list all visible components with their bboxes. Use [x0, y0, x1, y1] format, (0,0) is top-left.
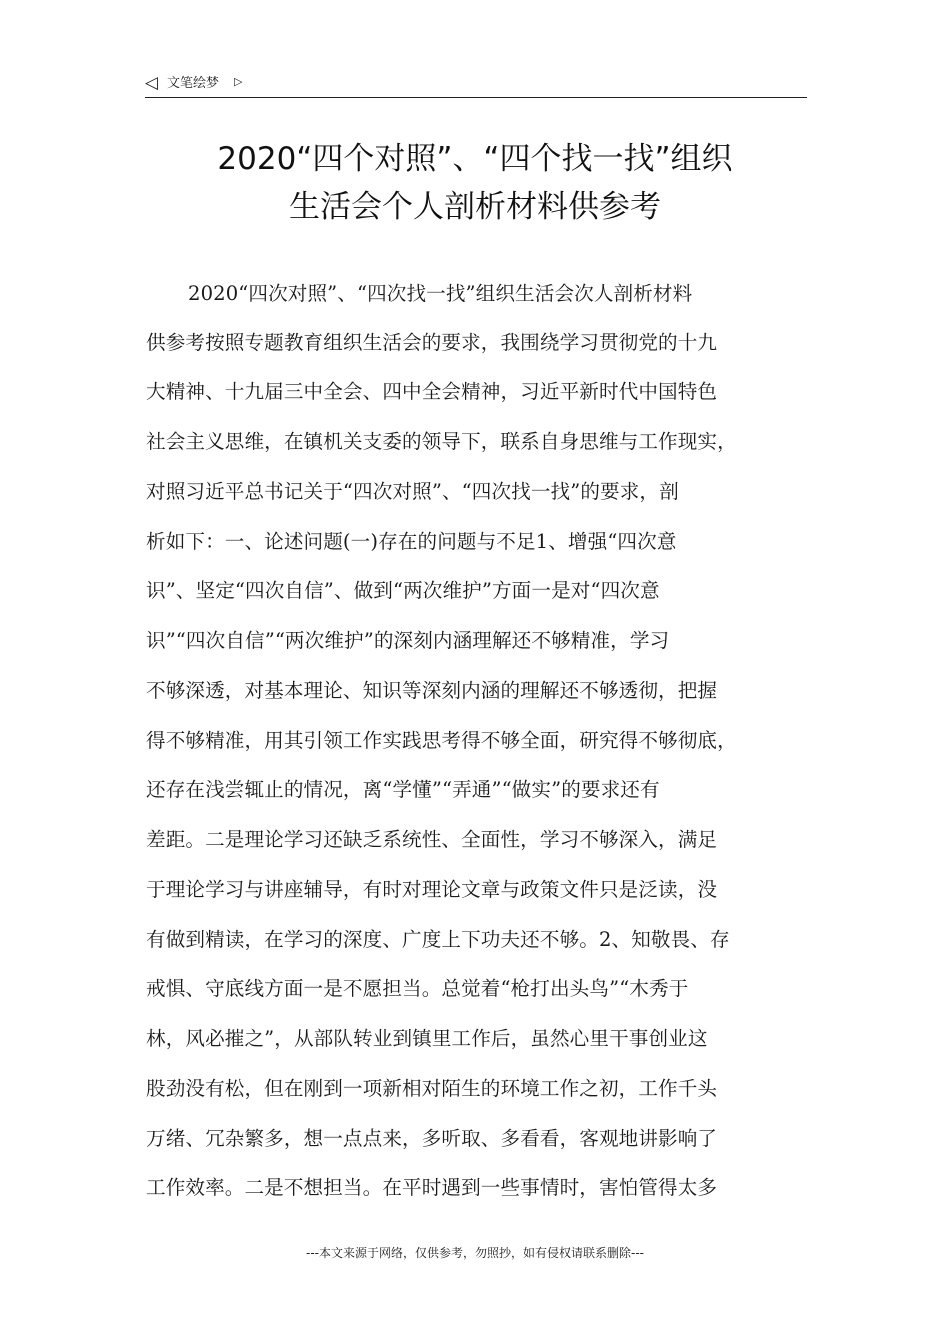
header-brand: 文笔绘梦 — [167, 76, 220, 91]
body-line: 大精神、十九届三中全会、四中全会精神，习近平新时代中国特色 — [146, 380, 718, 403]
body-line: 工作效率。二是不想担当。在平时遇到一些事情时，害怕管得太多 — [146, 1176, 718, 1199]
body-line: 供参考按照专题教育组织生活会的要求，我围绕学习贯彻党的十九 — [146, 331, 718, 354]
triangle-right-icon: ▷ — [234, 75, 243, 88]
body-line: 对照习近平总书记关于“四次对照”、“四次找一找”的要求，剖 — [146, 480, 679, 503]
footer-notice: ---本文来源于网络，仅供参考，勿照抄，如有侵权请联系删除--- — [306, 1246, 644, 1260]
body-line: 万绪、冗杂繁多，想一点点来，多听取、多看看，客观地讲影响了 — [146, 1127, 718, 1150]
body-line: 社会主义思维，在镇机关支委的领导下，联系自身思维与工作现实， — [146, 430, 737, 453]
document-title — [120, 135, 830, 231]
header-divider — [145, 97, 807, 98]
body-line: 还存在浅尝辄止的情况，离“学懂”“弄通”“做实”的要求还有 — [146, 778, 660, 801]
body-line: 得不够精准，用其引领工作实践思考得不够全面，研究得不够彻底， — [146, 729, 737, 752]
triangle-left-icon: ◁ — [145, 73, 159, 93]
body-line: 2020“四次对照”、“四次找一找”组织生活会次人剖析材料 — [188, 282, 693, 305]
title-line-1: 2020“四个对照”、“四个找一找”组织 — [217, 141, 733, 177]
body-line: 有做到精读，在学习的深度、广度上下功夫还不够。2、知敬畏、存 — [146, 928, 730, 951]
body-line: 析如下：一、论述问题(一)存在的问题与不足1、增强“四次意 — [146, 530, 677, 553]
body-line: 识”“四次自信”“两次维护”的深刻内涵理解还不够精准，学习 — [146, 629, 670, 652]
body-line: 戒惧、守底线方面一是不愿担当。总觉着“枪打出头鸟”“木秀于 — [146, 977, 689, 1000]
title-line-2: 生活会个人剖析材料供参考 — [289, 189, 661, 225]
body-line: 林，风必摧之”，从部队转业到镇里工作后，虽然心里干事创业这 — [146, 1027, 708, 1050]
body-line: 识”、坚定“四次自信”、做到“两次维护”方面一是对“四次意 — [146, 579, 660, 602]
body-line: 不够深透，对基本理论、知识等深刻内涵的理解还不够透彻，把握 — [146, 679, 718, 702]
header — [145, 72, 805, 98]
body-line: 股劲没有松，但在刚到一项新相对陌生的环境工作之初，工作千头 — [146, 1077, 718, 1100]
body-line: 差距。二是理论学习还缺乏系统性、全面性，学习不够深入，满足 — [146, 828, 718, 851]
body-line: 于理论学习与讲座辅导，有时对理论文章与政策文件只是泛读，没 — [146, 878, 718, 901]
